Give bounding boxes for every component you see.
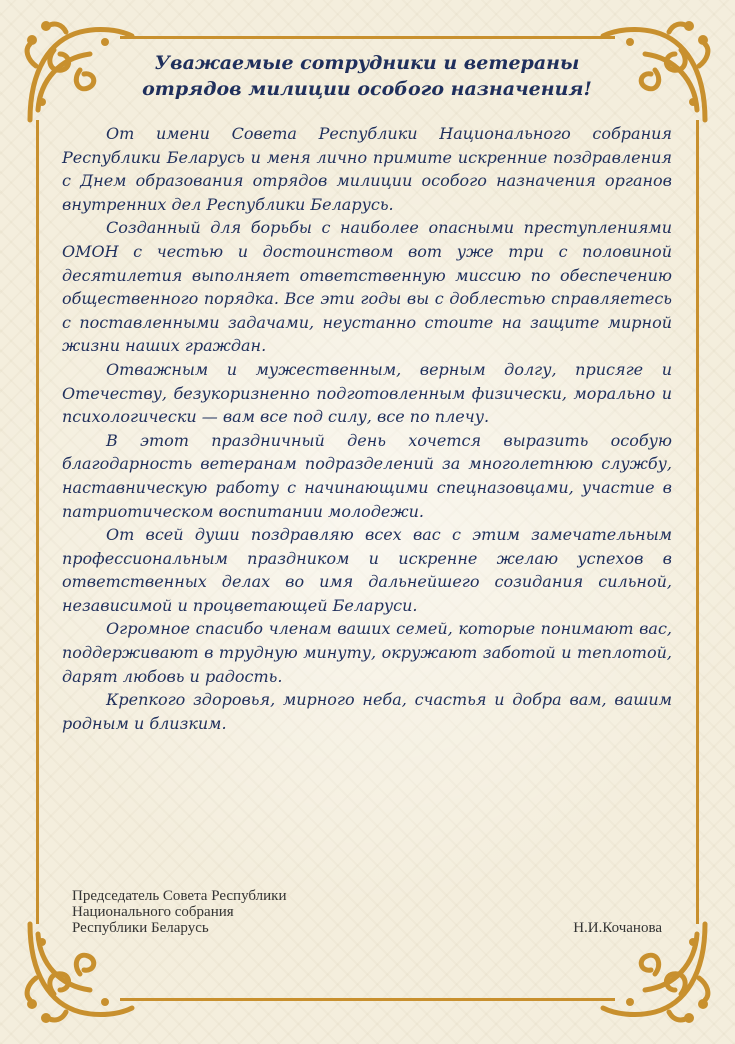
paragraph-greeting: От имени Совета Республики Национального собрания Республики Беларусь и меня лично примите искренние поздравления с Днем образования отрядов милиции особого назначения органов внутренних дел Республики Беларусь. bbox=[62, 124, 672, 214]
frame-left-border bbox=[36, 120, 39, 924]
paragraph-wishes: От всей души поздравляю всех вас с этим замечательным профессиональным праздником и искренне желаю успехов в ответственных делах во имя дальнейшего созидания сильной, независимой и процветающей Беларуси. bbox=[62, 525, 672, 615]
paragraph-omon-history: Созданный для борьбы с наиболее опасными преступлениями ОМОН с честью и достоинством вот уже три с половиной десятилетия выполняет ответственную миссию по обеспечению общественного порядка. Все эти годы вы с доблестью справляетесь с поставленными задачами, неустанно стоите на защите мирной жизни наших граждан. bbox=[62, 218, 672, 356]
signature-block bbox=[72, 888, 662, 936]
signatory-title-line-2: Национального собрания bbox=[72, 904, 234, 920]
signatory-name: Н.И.Кочанова bbox=[573, 920, 662, 936]
paragraph-closing: Крепкого здоровья, мирного неба, счастья и добра вам, вашим родным и близким. bbox=[62, 690, 672, 733]
frame-top-border bbox=[120, 36, 615, 39]
frame-bottom-border bbox=[120, 998, 615, 1001]
frame-right-border bbox=[696, 120, 699, 924]
letter-body bbox=[62, 50, 672, 735]
title-line-1: Уважаемые сотрудники и ветераны bbox=[154, 52, 580, 74]
letter-title bbox=[62, 50, 672, 102]
paragraph-families: Огромное спасибо членам ваших семей, которые понимают вас, поддерживают в трудную минуту, окружают заботой и теплотой, дарят любовь и радость. bbox=[62, 619, 672, 686]
signatory-title-line-3: Республики Беларусь bbox=[72, 920, 209, 936]
paragraph-courage: Отважным и мужественным, верным долгу, присяге и Отечеству, безукоризненно подготовленным физически, морально и психологически — вам все под силу, все по плечу. bbox=[62, 359, 672, 427]
signatory-title-line-1: Председатель Совета Республики bbox=[72, 888, 287, 904]
paragraph-veterans: В этот праздничный день хочется выразить особую благодарность ветеранам подразделений за многолетнюю службу, наставническую работу с начинающими спецназовцами, участие в патриотическом воспитании молодежи. bbox=[62, 430, 672, 521]
title-line-2: отрядов милиции особого назначения! bbox=[142, 78, 592, 100]
